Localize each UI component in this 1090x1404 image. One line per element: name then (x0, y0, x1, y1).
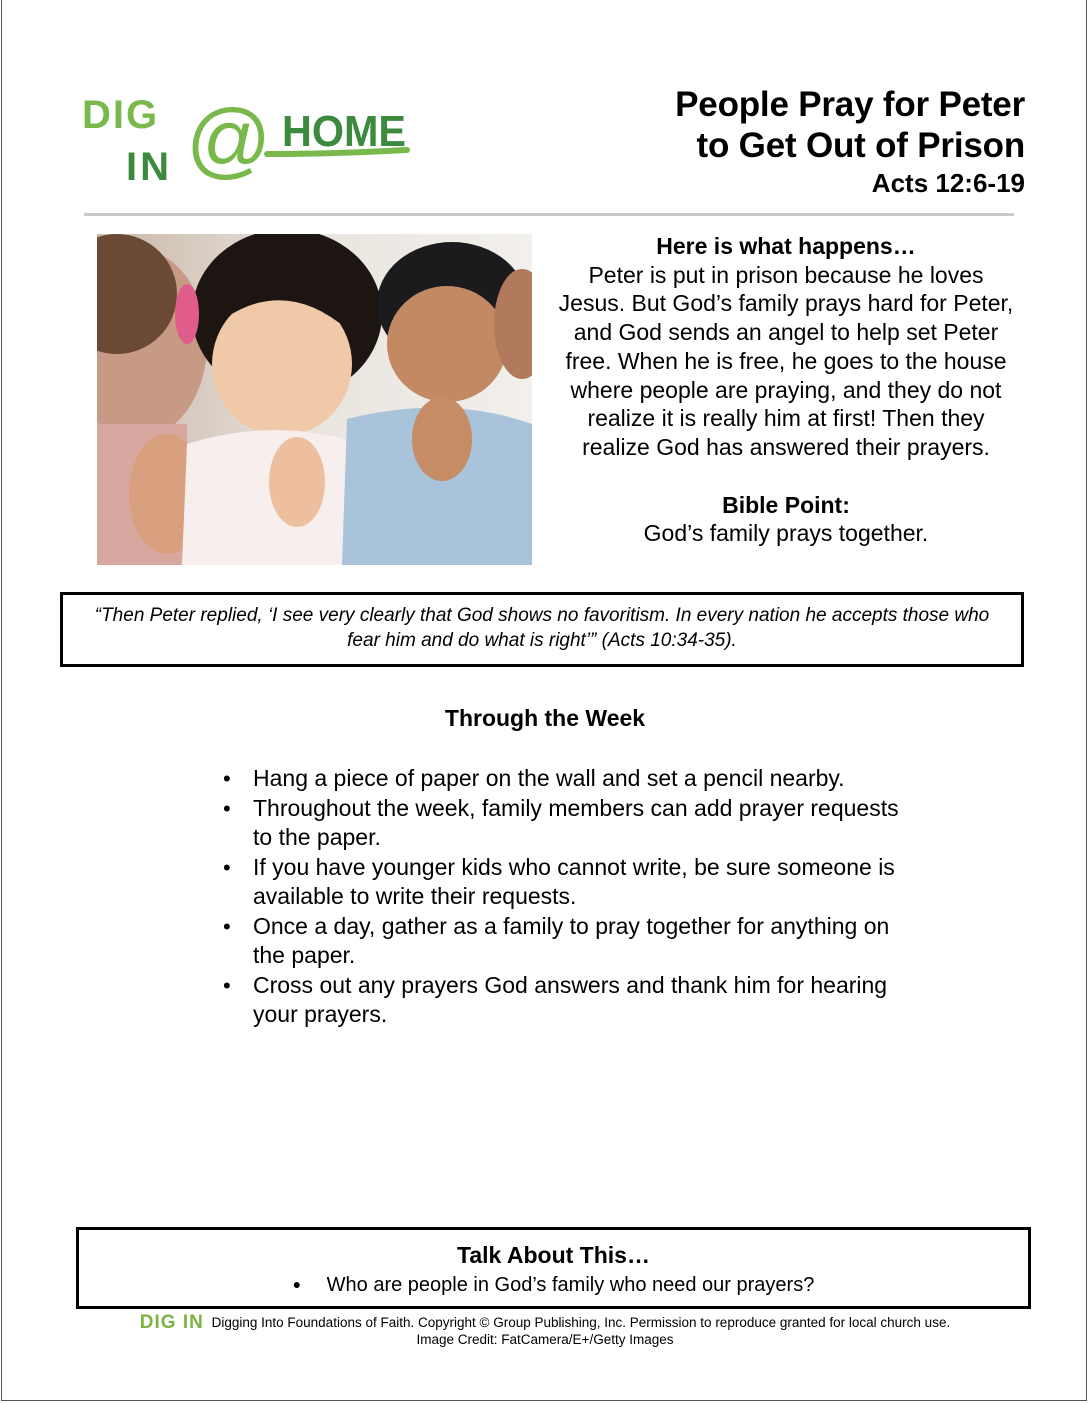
through-the-week-title: Through the Week (444, 705, 646, 731)
svg-text:@: @ (186, 92, 272, 184)
talk-about-this-box (76, 1227, 1031, 1309)
children-praying-photo (97, 234, 532, 565)
scripture-reference: Acts 12:6-19 (871, 168, 1025, 198)
list-item: • Hang a piece of paper on the wall and set a pencil nearby. (220, 764, 920, 793)
through-the-week-list (220, 764, 920, 1030)
story-heading: Here is what happens… (656, 233, 916, 259)
lesson-title-line1: People Pray for Peter (675, 85, 1025, 124)
header-divider (84, 213, 1014, 216)
page-border (1, 0, 1087, 1401)
list-item: • Once a day, gather as a family to pray together for anything on the paper. (220, 912, 920, 970)
svg-text:DIG: DIG (82, 93, 160, 137)
memory-verse-text: “Then Peter replied, ‘I see very clearly that God shows no favoritism. In every nation he accepts those who fear him and do what is right’” (Acts 10:34-35). (94, 605, 990, 651)
list-item: • If you have younger kids who cannot write, be sure someone is available to write their requests. (220, 853, 920, 911)
bible-point-text: God’s family prays together. (643, 520, 929, 547)
talk-question-text: Who are people in God’s family who need our prayers? (326, 1274, 815, 1296)
memory-verse-box (60, 592, 1024, 667)
footer (0, 1314, 1090, 1348)
dig-in-at-home-logo (82, 88, 412, 184)
lesson-title-line2: to Get Out of Prison (696, 126, 1025, 165)
logo-graphic (82, 88, 412, 184)
footer-image-credit: Image Credit: FatCamera/E+/Getty Images (416, 1332, 674, 1347)
bullet-icon: ● (292, 1276, 302, 1292)
talk-question (79, 1272, 1028, 1297)
bible-point-heading: Bible Point: (722, 491, 850, 518)
title-block (675, 84, 1025, 199)
list-item: • Cross out any prayers God answers and thank him for hearing your prayers. (220, 971, 920, 1029)
story-body: Peter is put in prison because he loves Jesus. But God’s family prays hard for Peter, and God sends an angel to help set Peter free. When he is free, he goes to the house where people are praying, and they do not realize it is really him at first! Then they realize God has answered their prayers. (558, 261, 1014, 460)
footer-dig-in-logo: DIG IN (139, 1312, 204, 1333)
talk-about-this-title: Talk About This… (457, 1242, 650, 1268)
footer-copyright-line (0, 1314, 1090, 1331)
svg-text:HOME: HOME (282, 107, 406, 156)
story-section (555, 232, 1017, 548)
list-item: • Throughout the week, family members can add prayer requests to the paper. (220, 794, 920, 852)
footer-copyright: Digging Into Foundations of Faith. Copyright © Group Publishing, Inc. Permission to reproduce granted for local church use. (211, 1315, 951, 1330)
svg-text:IN: IN (126, 145, 172, 184)
